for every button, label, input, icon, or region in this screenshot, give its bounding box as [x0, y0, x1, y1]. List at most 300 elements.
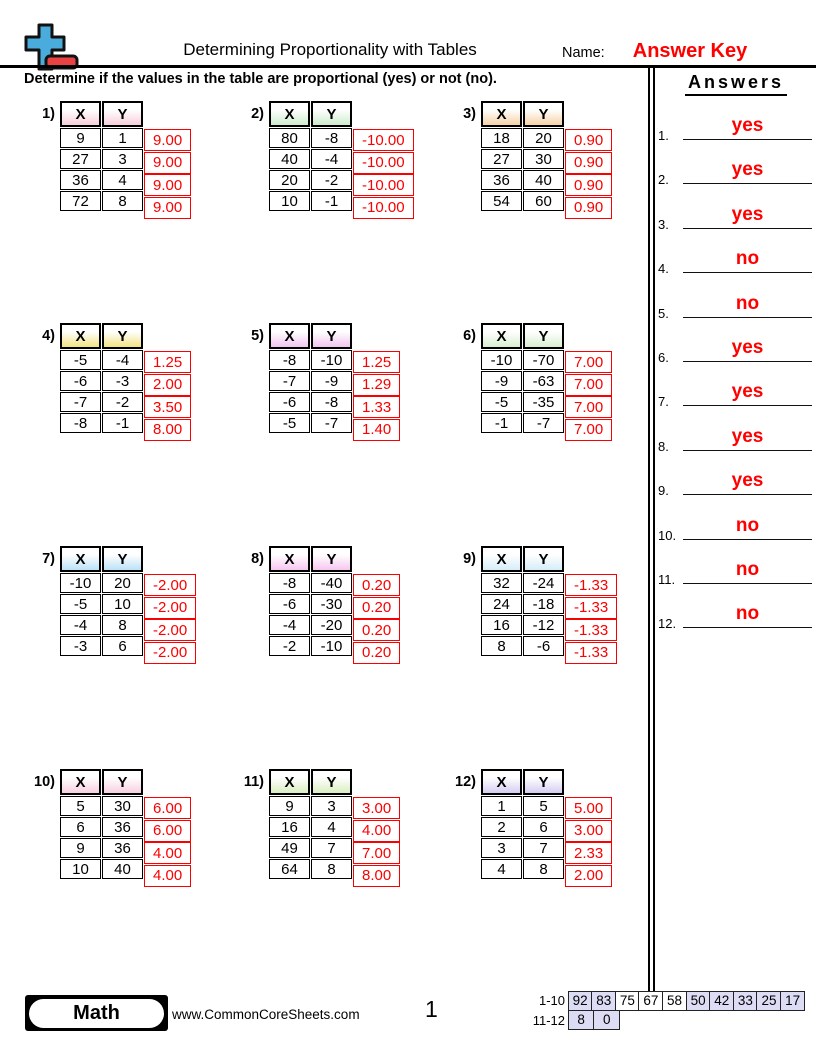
answer-item-5 — [656, 280, 816, 322]
x-value: 40 — [269, 149, 310, 169]
col-header-x: X — [269, 546, 310, 572]
ratio-column — [565, 574, 617, 664]
ratio-value: 0.90 — [565, 129, 612, 151]
problem-number: 4) — [42, 328, 55, 344]
score-cell: 75 — [615, 991, 640, 1011]
y-value: 36 — [102, 817, 143, 837]
problem-9 — [444, 545, 617, 664]
y-value: 20 — [523, 128, 564, 148]
x-value: -4 — [269, 615, 310, 635]
x-value: 9 — [269, 796, 310, 816]
answer-blank-line — [683, 539, 812, 540]
answer-blank-line — [683, 450, 812, 451]
x-value: -6 — [60, 371, 101, 391]
answer-item-2 — [656, 146, 816, 188]
x-value: 36 — [60, 170, 101, 190]
answers-heading — [660, 72, 812, 96]
ratio-value: 0.90 — [565, 152, 612, 174]
answer-value: no — [735, 248, 760, 270]
y-value: -24 — [523, 573, 564, 593]
ratio-column — [353, 129, 414, 219]
table-row — [269, 796, 352, 816]
answer-value: yes — [731, 381, 764, 403]
x-value: 10 — [60, 859, 101, 879]
x-value: -6 — [269, 392, 310, 412]
table-row — [481, 838, 564, 858]
col-header-x: X — [60, 101, 101, 127]
table-row — [269, 636, 352, 656]
col-header-y: Y — [523, 323, 564, 349]
answer-key-label: Answer Key — [632, 40, 748, 62]
x-value: 10 — [269, 191, 310, 211]
x-value: -7 — [60, 392, 101, 412]
table-row — [60, 859, 143, 879]
ratio-column — [353, 574, 400, 664]
y-value: 40 — [523, 170, 564, 190]
table-row — [269, 149, 352, 169]
y-value: -6 — [523, 636, 564, 656]
table-row — [60, 191, 143, 211]
answer-item-3 — [656, 191, 816, 233]
answer-blank-line — [683, 228, 812, 229]
col-header-x: X — [481, 769, 522, 795]
ratio-value: 7.00 — [565, 351, 612, 373]
x-value: 16 — [269, 817, 310, 837]
ratio-value: 0.20 — [353, 619, 400, 641]
ratio-value: 0.20 — [353, 642, 400, 664]
answer-number: 1. — [658, 128, 669, 143]
table-row — [481, 350, 564, 370]
table-row — [481, 636, 564, 656]
answer-blank-line — [683, 494, 812, 495]
answer-value: yes — [731, 159, 764, 181]
ratio-value: 0.20 — [353, 574, 400, 596]
ratio-value: 9.00 — [144, 129, 191, 151]
y-value: 7 — [311, 838, 352, 858]
answer-number: 9. — [658, 483, 669, 499]
y-value: 5 — [523, 796, 564, 816]
col-header-y: Y — [311, 546, 352, 572]
ratio-value: 2.33 — [565, 842, 612, 864]
ratio-column — [144, 129, 191, 219]
instruction-text: Determine if the values in the table are proportional (yes) or not (no). — [24, 71, 497, 87]
y-value: 40 — [102, 859, 143, 879]
ratio-value: -2.00 — [144, 574, 196, 596]
answer-number: 2. — [658, 172, 669, 188]
y-value: -1 — [102, 413, 143, 433]
y-value: 30 — [523, 149, 564, 169]
y-value: -2 — [102, 392, 143, 412]
answer-value: no — [735, 514, 760, 536]
ratio-column — [144, 351, 191, 441]
y-value: 3 — [311, 796, 352, 816]
table-row — [269, 170, 352, 190]
xy-table — [268, 545, 353, 657]
y-value: -30 — [311, 594, 352, 614]
table-row — [269, 392, 352, 412]
answer-number: 4. — [658, 261, 669, 277]
ratio-column — [565, 351, 612, 441]
table-row — [60, 413, 143, 433]
x-value: -9 — [481, 371, 522, 391]
ratio-value: 7.00 — [565, 419, 612, 441]
problem-12 — [444, 768, 612, 887]
ratio-column — [353, 797, 400, 887]
answer-value: yes — [731, 425, 764, 447]
x-value: -5 — [60, 350, 101, 370]
xy-table — [59, 100, 144, 212]
answer-number: 11. — [658, 572, 676, 587]
answer-blank-line — [683, 361, 812, 362]
ratio-value: 1.25 — [144, 351, 191, 373]
x-value: 3 — [481, 838, 522, 858]
col-header-x: X — [60, 323, 101, 349]
y-value: -10 — [311, 350, 352, 370]
table-row — [60, 594, 143, 614]
table-row — [481, 128, 564, 148]
ratio-value: 5.00 — [565, 797, 612, 819]
x-value: 72 — [60, 191, 101, 211]
table-row — [60, 128, 143, 148]
x-value: 9 — [60, 128, 101, 148]
xy-table — [268, 768, 353, 880]
problem-number: 1) — [42, 106, 55, 122]
problem-number: 7) — [42, 551, 55, 567]
problem-number: 9) — [463, 551, 476, 567]
table-row — [269, 859, 352, 879]
ratio-value: 9.00 — [144, 174, 191, 196]
table-row — [269, 817, 352, 837]
x-value: -7 — [269, 371, 310, 391]
answer-value: yes — [731, 470, 764, 492]
x-value: 20 — [269, 170, 310, 190]
answer-number: 10. — [658, 527, 677, 543]
score-cell: 92 — [568, 991, 593, 1011]
x-value: -3 — [60, 636, 101, 656]
answer-blank-line — [683, 317, 812, 318]
y-value: 10 — [102, 594, 143, 614]
problem-number: 11) — [243, 774, 264, 790]
x-value: 5 — [60, 796, 101, 816]
y-value: 30 — [102, 796, 143, 816]
y-value: -12 — [523, 615, 564, 635]
ratio-value: 1.33 — [353, 396, 400, 418]
ratio-value: 6.00 — [144, 820, 191, 842]
page-number: 1 — [425, 996, 438, 1022]
table-row — [269, 191, 352, 211]
col-header-y: Y — [102, 323, 143, 349]
score-range-label: 11-12 — [532, 1013, 565, 1028]
answer-blank-line — [683, 405, 812, 406]
score-cell: 8 — [568, 1010, 595, 1030]
score-row-2 — [531, 1011, 805, 1031]
x-value: -10 — [60, 573, 101, 593]
table-row — [269, 128, 352, 148]
table-row — [481, 413, 564, 433]
x-value: 4 — [481, 859, 522, 879]
answer-blank-line — [683, 183, 812, 184]
ratio-value: -10.00 — [353, 152, 414, 174]
ratio-value: 0.90 — [565, 197, 612, 219]
ratio-value: 7.00 — [353, 842, 400, 864]
ratio-value: 4.00 — [353, 820, 400, 842]
y-value: 8 — [102, 191, 143, 211]
ratio-value: 6.00 — [144, 797, 191, 819]
problem-5 — [232, 322, 400, 441]
table-row — [481, 615, 564, 635]
score-cell: 17 — [780, 991, 805, 1011]
problem-4 — [23, 322, 191, 441]
ratio-value: 8.00 — [353, 865, 400, 887]
score-cell: 33 — [733, 991, 758, 1011]
table-row — [481, 392, 564, 412]
y-value: -1 — [311, 191, 352, 211]
score-row-1 — [531, 991, 805, 1011]
ratio-value: 3.50 — [144, 396, 191, 418]
y-value: 8 — [311, 859, 352, 879]
x-value: -1 — [481, 413, 522, 433]
subject-badge — [25, 995, 168, 1031]
xy-table — [480, 545, 565, 657]
ratio-column — [144, 574, 196, 664]
y-value: -4 — [102, 350, 143, 370]
score-cell: 67 — [638, 991, 663, 1011]
x-value: 8 — [481, 636, 522, 656]
problem-7 — [23, 545, 196, 664]
table-row — [269, 615, 352, 635]
answer-number: 7. — [658, 394, 669, 410]
y-value: 6 — [523, 817, 564, 837]
problem-11 — [232, 768, 400, 887]
problem-number: 2) — [251, 106, 264, 122]
score-cell: 83 — [591, 991, 616, 1011]
xy-table — [480, 322, 565, 434]
col-header-y: Y — [102, 769, 143, 795]
table-row — [269, 350, 352, 370]
x-value: -8 — [269, 573, 310, 593]
xy-table — [268, 322, 353, 434]
answer-item-11 — [656, 546, 816, 588]
answer-value: no — [735, 559, 760, 580]
answer-item-6 — [656, 324, 816, 366]
xy-table — [268, 100, 353, 212]
col-header-x: X — [269, 769, 310, 795]
score-range-label: 1-10 — [538, 993, 565, 1008]
x-value: 54 — [481, 191, 522, 211]
y-value: 8 — [102, 615, 143, 635]
ratio-value: -10.00 — [353, 174, 414, 196]
y-value: 4 — [102, 170, 143, 190]
y-value: -40 — [311, 573, 352, 593]
ratio-value: -2.00 — [144, 597, 196, 619]
ratio-column — [565, 129, 612, 219]
answer-value: yes — [731, 203, 764, 225]
ratio-value: 0.90 — [565, 174, 612, 196]
ratio-value: 3.00 — [565, 820, 612, 842]
answer-value: yes — [731, 115, 764, 136]
col-header-x: X — [269, 323, 310, 349]
table-row — [60, 392, 143, 412]
y-value: -4 — [311, 149, 352, 169]
y-value: 1 — [102, 128, 143, 148]
x-value: 80 — [269, 128, 310, 148]
y-value: -9 — [311, 371, 352, 391]
x-value: 32 — [481, 573, 522, 593]
table-row — [481, 191, 564, 211]
table-row — [481, 149, 564, 169]
table-row — [269, 371, 352, 391]
problem-8 — [232, 545, 400, 664]
col-header-y: Y — [102, 101, 143, 127]
y-value: -8 — [311, 128, 352, 148]
ratio-value: 1.40 — [353, 419, 400, 441]
y-value: -10 — [311, 636, 352, 656]
answer-blank-line — [683, 583, 812, 584]
table-row — [481, 371, 564, 391]
table-row — [60, 817, 143, 837]
ratio-value: 1.29 — [353, 374, 400, 396]
table-row — [60, 573, 143, 593]
ratio-value: -1.33 — [565, 642, 617, 664]
y-value: 8 — [523, 859, 564, 879]
ratio-value: 2.00 — [144, 374, 191, 396]
problem-number: 3) — [463, 106, 476, 122]
xy-table — [480, 768, 565, 880]
y-value: -63 — [523, 371, 564, 391]
ratio-column — [353, 351, 400, 441]
col-header-y: Y — [523, 546, 564, 572]
col-header-x: X — [481, 101, 522, 127]
col-header-x: X — [269, 101, 310, 127]
answer-number: 12. — [658, 616, 677, 632]
answer-number: 3. — [658, 216, 669, 232]
answer-value: no — [735, 292, 760, 314]
website-text: www.CommonCoreSheets.com — [172, 1007, 360, 1022]
table-row — [481, 170, 564, 190]
y-value: 60 — [523, 191, 564, 211]
x-value: 36 — [481, 170, 522, 190]
answers-heading-text: Answers — [685, 72, 787, 96]
score-cell: 0 — [593, 1010, 620, 1030]
problem-number: 10) — [34, 774, 55, 790]
xy-table — [480, 100, 565, 212]
col-header-x: X — [60, 769, 101, 795]
ratio-value: 1.25 — [353, 351, 400, 373]
y-value: 6 — [102, 636, 143, 656]
ratio-value: -2.00 — [144, 619, 196, 641]
xy-table — [59, 322, 144, 434]
col-header-y: Y — [102, 546, 143, 572]
ratio-value: 7.00 — [565, 374, 612, 396]
y-value: -20 — [311, 615, 352, 635]
y-value: -18 — [523, 594, 564, 614]
table-row — [481, 859, 564, 879]
y-value: 4 — [311, 817, 352, 837]
x-value: -5 — [481, 392, 522, 412]
table-row — [481, 817, 564, 837]
ratio-column — [565, 797, 612, 887]
col-header-x: X — [60, 546, 101, 572]
answer-number: 6. — [658, 350, 669, 365]
y-value: -7 — [523, 413, 564, 433]
ratio-value: -2.00 — [144, 642, 196, 664]
x-value: 64 — [269, 859, 310, 879]
x-value: 1 — [481, 796, 522, 816]
ratio-value: 9.00 — [144, 197, 191, 219]
x-value: -5 — [60, 594, 101, 614]
score-cell: 25 — [756, 991, 781, 1011]
col-header-y: Y — [311, 323, 352, 349]
table-row — [60, 615, 143, 635]
y-value: -35 — [523, 392, 564, 412]
y-value: -3 — [102, 371, 143, 391]
ratio-value: 9.00 — [144, 152, 191, 174]
x-value: -10 — [481, 350, 522, 370]
ratio-value: -1.33 — [565, 574, 617, 596]
col-header-y: Y — [311, 101, 352, 127]
table-row — [481, 594, 564, 614]
answer-blank-line — [683, 272, 812, 273]
ratio-value: 4.00 — [144, 842, 191, 864]
x-value: 16 — [481, 615, 522, 635]
score-grid — [531, 991, 805, 1031]
answer-item-12 — [656, 590, 816, 632]
table-row — [269, 838, 352, 858]
problem-number: 6) — [463, 328, 476, 344]
ratio-value: 7.00 — [565, 396, 612, 418]
table-row — [60, 371, 143, 391]
ratio-value: 4.00 — [144, 865, 191, 887]
answer-item-8 — [656, 413, 816, 455]
answer-number: 5. — [658, 305, 669, 321]
y-value: -70 — [523, 350, 564, 370]
x-value: 9 — [60, 838, 101, 858]
x-value: -6 — [269, 594, 310, 614]
ratio-column — [144, 797, 191, 887]
y-value: 20 — [102, 573, 143, 593]
answer-value: yes — [731, 337, 764, 358]
problem-number: 8) — [251, 551, 264, 567]
problem-10 — [23, 768, 191, 887]
name-label: Name: — [562, 45, 605, 61]
y-value: -7 — [311, 413, 352, 433]
table-row — [60, 149, 143, 169]
subject-badge-label: Math — [29, 999, 164, 1028]
x-value: -8 — [60, 413, 101, 433]
problem-number: 5) — [251, 328, 264, 344]
col-header-x: X — [481, 546, 522, 572]
answer-item-9 — [656, 457, 816, 499]
score-cell: 58 — [662, 991, 687, 1011]
ratio-value: 3.00 — [353, 797, 400, 819]
y-value: -2 — [311, 170, 352, 190]
x-value: -2 — [269, 636, 310, 656]
x-value: 24 — [481, 594, 522, 614]
col-header-x: X — [481, 323, 522, 349]
xy-table — [59, 768, 144, 880]
x-value: -4 — [60, 615, 101, 635]
col-header-y: Y — [311, 769, 352, 795]
col-header-y: Y — [523, 101, 564, 127]
answer-blank-line — [683, 627, 812, 628]
ratio-value: 2.00 — [565, 865, 612, 887]
xy-table — [59, 545, 144, 657]
score-cell: 42 — [709, 991, 734, 1011]
x-value: 27 — [481, 149, 522, 169]
answers-divider — [648, 68, 655, 991]
table-row — [60, 838, 143, 858]
ratio-value: -10.00 — [353, 197, 414, 219]
